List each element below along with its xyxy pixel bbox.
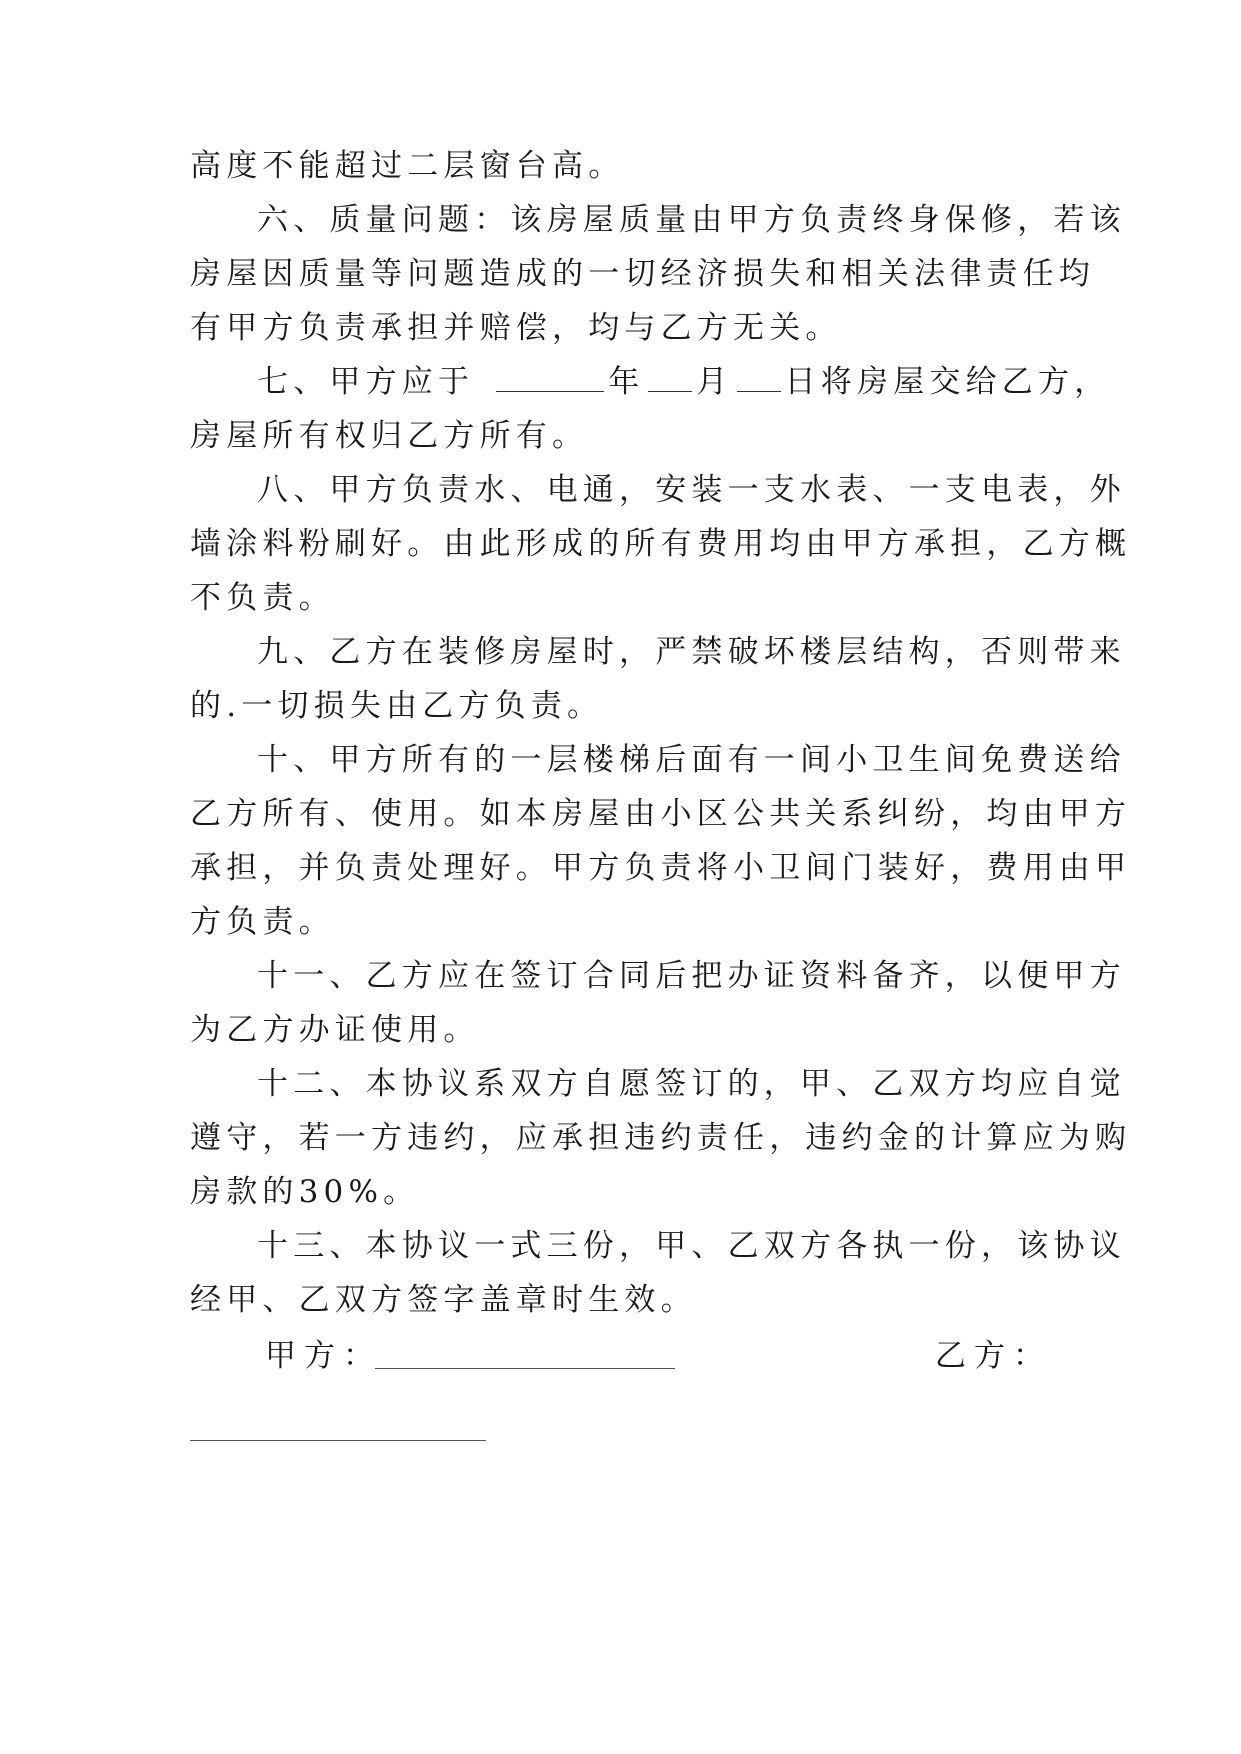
clause-7-prefix: 七、甲方应于 [257,364,475,400]
text-line: 乙方所有、使用。如本房屋由小区公共关系纠纷，均由甲方 [190,796,1132,832]
text-line: 遵守，若一方违约，应承担违约责任，违约金的计算应为购 [190,1120,1132,1156]
text-line: 不负责。 [190,580,335,616]
text-line: 十、甲方所有的一层楼梯后面有一间小卫生间免费送给 [257,742,1126,778]
text-line: 高度不能超过二层窗台高。 [190,148,625,184]
year-blank [496,361,604,392]
party-b-label: 乙方： [935,1338,1052,1374]
text-line: 十三、本协议一式三份，甲、乙双方各执一份，该协议 [257,1228,1126,1264]
text-line: 房屋因质量等问题造成的一切经济损失和相关法律责任均 [190,256,1095,292]
text-line: 六、质量问题：该房屋质量由甲方负责终身保修，若该 [257,202,1126,238]
text-line: 的.一切损失由乙方负责。 [190,688,604,724]
month-blank [648,361,692,392]
clause-7-day-suffix: 日将房屋交给乙方， [784,364,1111,400]
text-line: 八、甲方负责水、电通，安装一支水表、一支电表，外 [257,472,1126,508]
clause-7-month: 月 [696,364,733,400]
text-line: 为乙方办证使用。 [190,1012,480,1048]
text-line: 房款的30%。 [190,1174,420,1210]
day-blank [737,361,781,392]
text-line: 房屋所有权归乙方所有。 [190,418,589,454]
party-a-signature-line [375,1368,675,1369]
clause-7-year: 年 [608,364,645,400]
text-line: 十一、乙方应在签订合同后把办证资料备齐，以便甲方 [257,958,1126,994]
party-a-label: 甲方： [265,1338,382,1374]
text-line: 十二、本协议系双方自愿签订的，甲、乙双方均应自觉 [257,1066,1126,1102]
text-line: 方负责。 [190,904,335,940]
text-line: 经甲、乙双方签字盖章时生效。 [190,1282,697,1318]
clause-7-line [257,352,1111,412]
text-line: 有甲方负责承担并赔偿，均与乙方无关。 [190,310,842,346]
text-line: 九、乙方在装修房屋时，严禁破坏楼层结构，否则带来 [257,634,1126,670]
text-line: 墙涂料粉刷好。由此形成的所有费用均由甲方承担，乙方概 [190,526,1132,562]
text-line: 承担，并负责处理好。甲方负责将小卫间门装好，费用由甲 [190,850,1132,886]
party-b-signature-line [190,1440,486,1441]
